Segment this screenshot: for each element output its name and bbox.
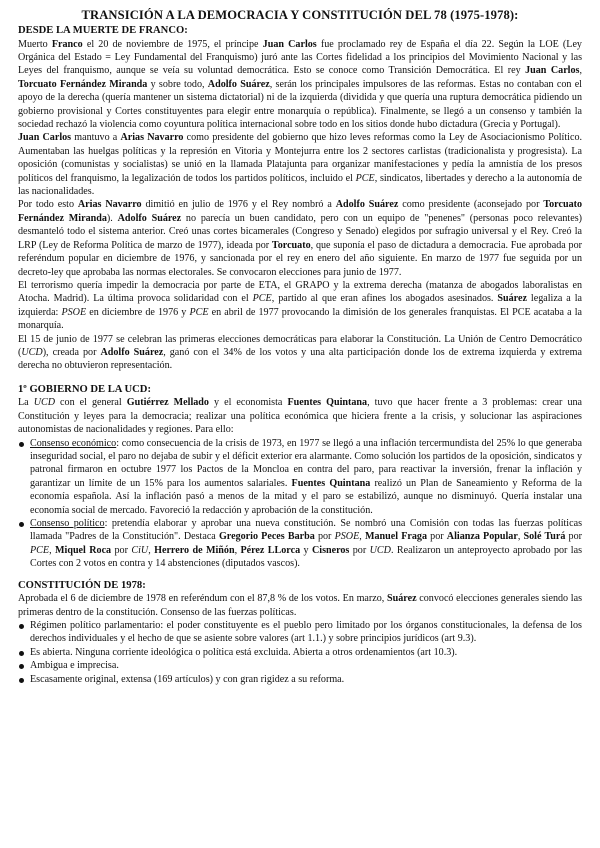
paragraph: El terrorismo quería impedir la democracia por parte de ETA, el GRAPO y la extrema derecha (matanza de abogados laboralistas en Atocha. Madrid). La última provoca solidaridad con el PCE, partido al que eran afines los abogados asesinados. Suárez legaliza a la izquierda: PSOE en diciembre de 1976 y PCE en abril de 1977 provocando la dimisión de los generales franquistas. El PCE acataba a la monarquía. bbox=[18, 279, 582, 332]
bullet-list bbox=[18, 619, 582, 686]
section-constitucion bbox=[18, 579, 582, 686]
page-title: TRANSICIÓN A LA DEMOCRACIA Y CONSTITUCIÓN DEL 78 (1975-1978): bbox=[81, 8, 519, 22]
paragraph: Juan Carlos mantuvo a Arias Navarro como presidente del gobierno que hizo leves reformas como la Ley de Asociacionismo Político. Aumentaban las huelgas políticas y la represión en Vitoria y Montejurra entre los 2 sectores carlistas (tradicionalista y progresista). La oposición (comunistas y socialistas) se unió en la llamada Platajunta para organizar manifestaciones y pedía la amnistía de los presos políticos del franquismo, la legalización de todos los partidos políticos, incluido el PCE, sindicatos, libertades y derecho a la autonomía de las nacionalidades. bbox=[18, 132, 583, 198]
section-heading-constitucion: CONSTITUCIÓN DE 1978: bbox=[18, 579, 146, 591]
section-ucd bbox=[18, 383, 582, 571]
list-item: Ambigua e imprecisa. bbox=[18, 659, 582, 672]
list-item: Consenso económico: como consecuencia de la crisis de 1973, en 1977 se llegó a una inflación tercermundista del 25% lo que generaba inseguridad social, el paro no dejaba de subir y el déficit exterior era alarmante. Como solución los partidos de la oposición, sindicatos y patronal firmaron en octubre 1977 los Pactos de la Moncloa en contra del paro, para reactivar la inversión, frenar la inflación y garantizar un límite de un 15% para los aumentos salariales. Fuentes Quintana realizó un Plan de Saneamiento y Reforma de la economía española. Así la inflación pasó a menos de la mitad y el paro se estabilizó, aunque no disminuyó. Quería instalar una economía social de mercado. Favoreció la redacción y aprobación de la constitución. bbox=[18, 437, 582, 517]
section-heading-ucd: 1º GOBIERNO DE LA UCD: bbox=[18, 383, 151, 395]
section-spacer bbox=[18, 373, 582, 383]
paragraph: Muerto Franco el 20 de noviembre de 1975, el príncipe Juan Carlos fue proclamado rey de España el día 22. Según la LOE (Ley Orgánica del Estado = Ley Fundamental del Franquismo) juró ante las Cortes fidelidad a los principios del Movimiento Nacional y las Leyes del franquismo, aunque se veía su voluntad democrática. Esto se conoce como Transición Democrática. El rey Juan Carlos, Torcuato Fernández Miranda y sobre todo, Adolfo Suárez, serán los principales impulsores de las reformas. Estas no contaban con el apoyo de la derecha (quería mantener un sistema dictatorial) ni de la izquierda (dividida y que quería una ruptura democrática pidiendo un gobierno provisional y Cortes constituyentes para elegir entre monarquía o república). Finalmente, se llegó a un consenso y también la sociedad rechazó la violencia como coyuntura política internacional sobre todo en los sitios donde hubo dictadura (Grecia y Portugal). bbox=[18, 38, 582, 131]
paragraph: La UCD con el general Gutiérrez Mellado y el economista Fuentes Quintana, tuvo que hacer frente a 3 problemas: crear una Constitución y leyes para la democracia; realizar una política económica que hiciera frente a la crisis, y solucionar las aspiraciones autonomistas de nacionalidades y regiones. Para ello: bbox=[18, 397, 583, 436]
paragraph: Aprobada el 6 de diciembre de 1978 en referéndum con el 87,8 % de los votos. En marzo, Suárez convocó elecciones generales siendo las primeras dentro de la constitución. Consenso de las fuerzas políticas. bbox=[18, 593, 582, 618]
section-heading-franco: DESDE LA MUERTE DE FRANCO: bbox=[18, 25, 188, 36]
section-franco bbox=[18, 24, 582, 373]
list-item: Es abierta. Ninguna corriente ideológica o política está excluida. Abierta a otros ordenamientos (art 10.3). bbox=[18, 646, 582, 659]
list-item: Consenso político: pretendía elaborar y aprobar una nueva constitución. Se nombró una Comisión con todas las fuerzas políticas llamada "Padres de la Constitución". Destaca Gregorio Peces Barba por PSOE, Manuel Fraga por Alianza Popular, Solé Turá por PCE, Miquel Roca por CiU, Herrero de Miñón, Pérez LLorca y Cisneros por UCD. Realizaron un anteproyecto aprobado por las Cortes con 2 votos en contra y 14 abstenciones (diputados vascos). bbox=[18, 517, 582, 571]
list-item: Escasamente original, extensa (169 artículos) y con gran rigidez a su reforma. bbox=[18, 673, 582, 686]
section-spacer bbox=[18, 571, 582, 579]
list-item: Régimen político parlamentario: el poder constituyente es el pueblo pero limitado por los órganos constitucionales, la defensa de los derechos individuales y el hecho de que se asiente sobre valores (art 1.1.) y sobre principios jurídicos (art 9.3). bbox=[18, 619, 582, 646]
bullet-list bbox=[18, 437, 582, 571]
paragraph: Por todo esto Arias Navarro dimitió en julio de 1976 y el Rey nombró a Adolfo Suárez como presidente (aconsejado por Torcuato Fernández Miranda). Adolfo Suárez no parecía un buen candidato, pero con un equipo de "penenes" (personas poco relevantes) desmanteló todo el sistema anterior. Creó unas cortes bicamerales (Congreso y Senado) elegidos por sufragio universal y el Rey. Creó la LRP (Ley de Reforma Política de marzo de 1977), ideada por Torcuato, que suponía el paso de dictadura a democracia. Fue aprobada por referéndum popular en diciembre de 1976, y sancionada por el rey en enero del año siguiente. En marzo de 1977 fue seguida por un decreto-ley que aprobaba las normas electorales. Se convocaron elecciones para junio de 1977. bbox=[18, 199, 583, 278]
paragraph: El 15 de junio de 1977 se celebran las primeras elecciones democráticas para elaborar la Constitución. La Unión de Centro Democrático (UCD), creada por Adolfo Suárez, ganó con el 34% de los votos y una alta participación donde los de extrema izquierda y extrema derecha no obtuvieron representación. bbox=[18, 333, 582, 372]
